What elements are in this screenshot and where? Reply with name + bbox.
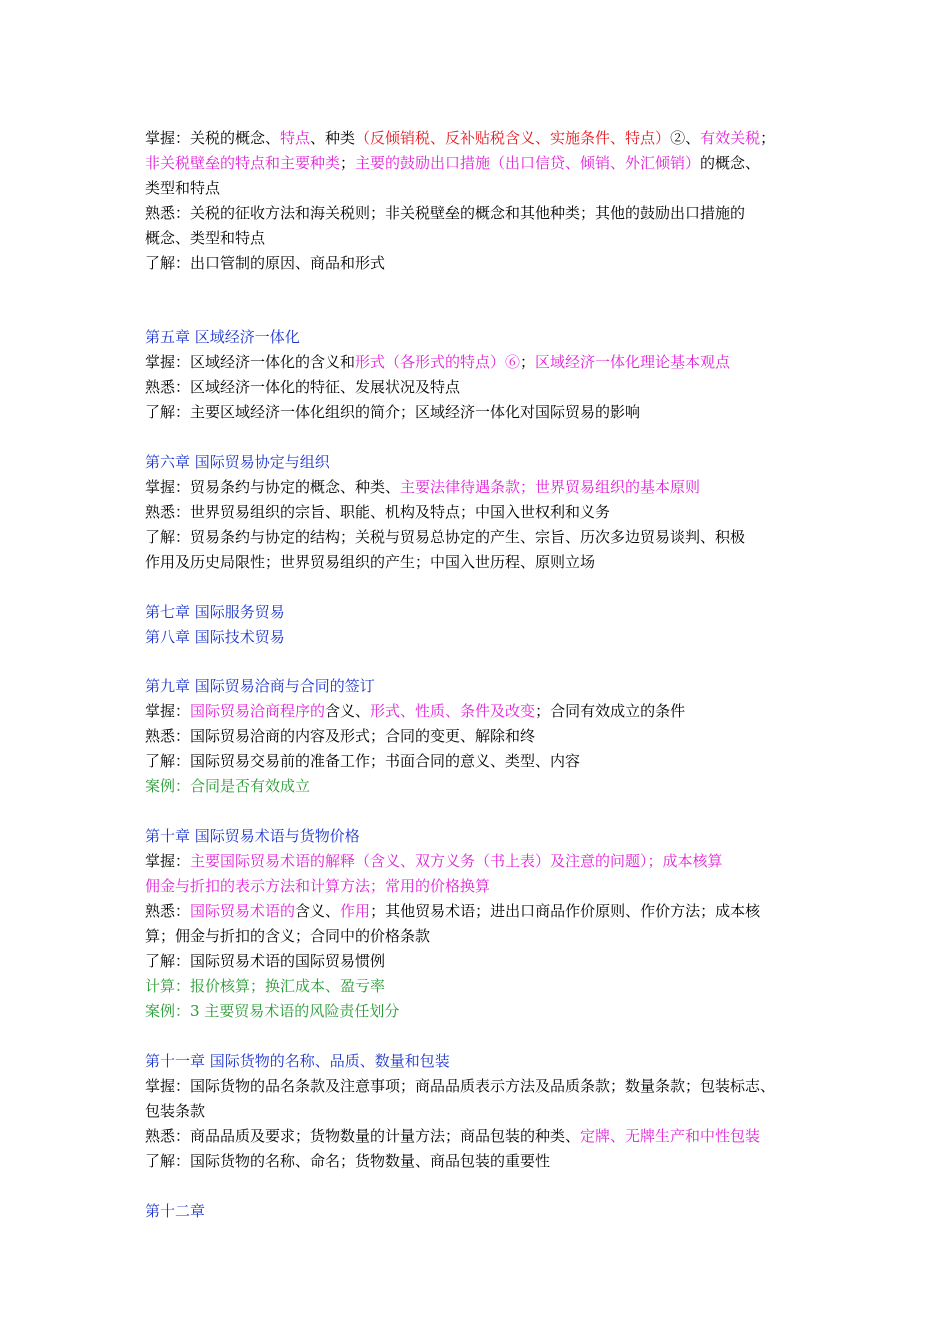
text-segment: 掌握：关税的概念、 xyxy=(145,129,281,147)
blank-line xyxy=(145,575,845,600)
text-segment: 国际贸易术语的 xyxy=(190,902,296,921)
text-segment: 主要法律待遇条款；世界贸易组织的基本原则 xyxy=(400,478,701,497)
text-line xyxy=(145,749,845,774)
text-line xyxy=(145,525,845,550)
text-segment: 国际贸易洽商程序的 xyxy=(190,702,326,721)
text-segment: ②、 xyxy=(670,129,701,147)
text-line xyxy=(145,176,845,201)
text-segment: 有效关税 xyxy=(700,129,761,147)
text-segment: 作用及历史局限性；世界贸易组织的产生；中国入世历程、原则立场 xyxy=(145,553,596,572)
text-segment: 第七章 国际服务贸易 xyxy=(145,602,285,621)
blank-line xyxy=(145,301,845,326)
text-segment: ；合同有效成立的条件 xyxy=(535,702,686,721)
text-line xyxy=(145,1124,845,1149)
text-segment: 的概念、 xyxy=(700,154,761,172)
text-segment: 第十二章 xyxy=(145,1201,206,1220)
blank-line xyxy=(145,425,845,450)
text-segment: ； xyxy=(520,353,536,372)
text-line xyxy=(145,849,845,874)
text-segment: 形式（各形式的特点）⑥ xyxy=(355,353,521,372)
text-segment: 、种类 xyxy=(310,129,356,147)
blank-line xyxy=(145,276,845,301)
text-segment: 了解：贸易条约与协定的结构；关税与贸易总协定的产生、宗旨、历次多边贸易谈判、积极 xyxy=(145,528,746,547)
text-segment: 作用 xyxy=(340,902,371,921)
text-line xyxy=(145,824,845,849)
text-segment: 掌握：贸易条约与协定的概念、种类、 xyxy=(145,478,401,497)
text-segment: 定牌、无牌生产和中性包装 xyxy=(580,1126,761,1145)
text-line xyxy=(145,625,845,650)
text-segment: 了解：国际贸易交易前的准备工作；书面合同的意义、类型、内容 xyxy=(145,752,581,771)
text-line xyxy=(145,126,845,151)
text-line xyxy=(145,949,845,974)
text-segment: 类型和特点 xyxy=(145,179,221,197)
blank-line xyxy=(145,799,845,824)
text-line xyxy=(145,500,845,525)
text-line xyxy=(145,874,845,899)
text-segment: 第十一章 国际货物的名称、品质、数量和包装 xyxy=(145,1051,450,1070)
text-segment: 算；佣金与折扣的含义；合同中的价格条款 xyxy=(145,927,431,946)
text-segment: 掌握： xyxy=(145,852,191,871)
text-line xyxy=(145,1049,845,1074)
text-segment: 含义、 xyxy=(325,702,371,721)
text-line xyxy=(145,1099,845,1124)
text-line xyxy=(145,151,845,176)
text-segment: 第十章 国际贸易术语与货物价格 xyxy=(145,827,360,846)
text-segment: 了解：主要区域经济一体化组织的简介；区域经济一体化对国际贸易的影响 xyxy=(145,403,641,422)
text-segment: ； xyxy=(340,154,356,172)
text-line xyxy=(145,350,845,375)
text-line xyxy=(145,999,845,1024)
text-segment: 案例：合同是否有效成立 xyxy=(145,777,311,796)
text-segment: 佣金与折扣的表示方法和计算方法；常用的价格换算 xyxy=(145,877,491,896)
text-line xyxy=(145,400,845,425)
text-segment: 第六章 国际贸易协定与组织 xyxy=(145,453,330,472)
blank-line xyxy=(145,1174,845,1199)
text-line xyxy=(145,724,845,749)
text-line xyxy=(145,600,845,625)
text-segment: （反倾销税、反补贴税含义、实施条件、特点） xyxy=(355,129,671,147)
text-segment: 熟悉：世界贸易组织的宗旨、职能、机构及特点；中国入世权利和义务 xyxy=(145,503,611,522)
text-segment: 含义、 xyxy=(295,902,341,921)
text-segment: 掌握：国际货物的品名条款及注意事项；商品品质表示方法及品质条款；数量条款；包装标志、 xyxy=(145,1076,776,1095)
text-segment: 了解：出口管制的原因、商品和形式 xyxy=(145,254,386,272)
text-segment: 形式、性质、条件及改变 xyxy=(370,702,536,721)
text-line xyxy=(145,375,845,400)
text-line xyxy=(145,550,845,575)
text-line xyxy=(145,325,845,350)
text-segment: 熟悉：关税的征收方法和海关税则；非关税壁垒的概念和其他种类；其他的鼓励出口措施的 xyxy=(145,204,746,222)
text-line xyxy=(145,699,845,724)
text-line xyxy=(145,1149,845,1174)
text-line xyxy=(145,774,845,799)
text-segment: 案例：3 主要贸易术语的风险责任划分 xyxy=(145,1002,400,1021)
text-segment: 计算：报价核算；换汇成本、盈亏率 xyxy=(145,977,386,996)
text-line xyxy=(145,974,845,999)
text-segment: 熟悉：区域经济一体化的特征、发展状况及特点 xyxy=(145,378,461,397)
text-segment: 主要国际贸易术语的解释（含义、双方义务（书上表）及注意的问题）；成本核算 xyxy=(190,852,723,871)
text-segment: 了解：国际货物的名称、命名；货物数量、商品包装的重要性 xyxy=(145,1151,551,1170)
text-segment: 熟悉：商品品质及要求；货物数量的计量方法；商品包装的种类、 xyxy=(145,1126,581,1145)
text-segment: 第八章 国际技术贸易 xyxy=(145,627,285,646)
text-line xyxy=(145,251,845,276)
text-segment: 熟悉： xyxy=(145,902,191,921)
text-segment: 区域经济一体化理论基本观点 xyxy=(535,353,731,372)
text-segment: 第五章 区域经济一体化 xyxy=(145,328,300,347)
text-line xyxy=(145,226,845,251)
text-segment: 包装条款 xyxy=(145,1101,206,1120)
text-segment: 特点 xyxy=(280,129,311,147)
text-line xyxy=(145,475,845,500)
text-segment: 第九章 国际贸易洽商与合同的签订 xyxy=(145,677,375,696)
text-line xyxy=(145,201,845,226)
text-segment: 概念、类型和特点 xyxy=(145,229,266,247)
text-segment: 掌握：区域经济一体化的含义和 xyxy=(145,353,356,372)
text-segment: 熟悉：国际贸易洽商的内容及形式；合同的变更、解除和终 xyxy=(145,727,536,746)
text-segment: 掌握： xyxy=(145,702,191,721)
text-line xyxy=(145,1074,845,1099)
document-body xyxy=(145,126,845,1224)
text-line xyxy=(145,450,845,475)
text-line xyxy=(145,1199,845,1224)
text-segment: ； xyxy=(760,129,776,147)
text-segment: 非关税壁垒的特点和主要种类 xyxy=(145,154,341,172)
text-line xyxy=(145,924,845,949)
blank-line xyxy=(145,1024,845,1049)
text-segment: ；其他贸易术语；进出口商品作价原则、作价方法；成本核 xyxy=(370,902,761,921)
blank-line xyxy=(145,650,845,675)
text-line xyxy=(145,674,845,699)
text-segment: 主要的鼓励出口措施（出口信贷、倾销、外汇倾销） xyxy=(355,154,701,172)
text-line xyxy=(145,899,845,924)
text-segment: 了解：国际贸易术语的国际贸易惯例 xyxy=(145,952,386,971)
